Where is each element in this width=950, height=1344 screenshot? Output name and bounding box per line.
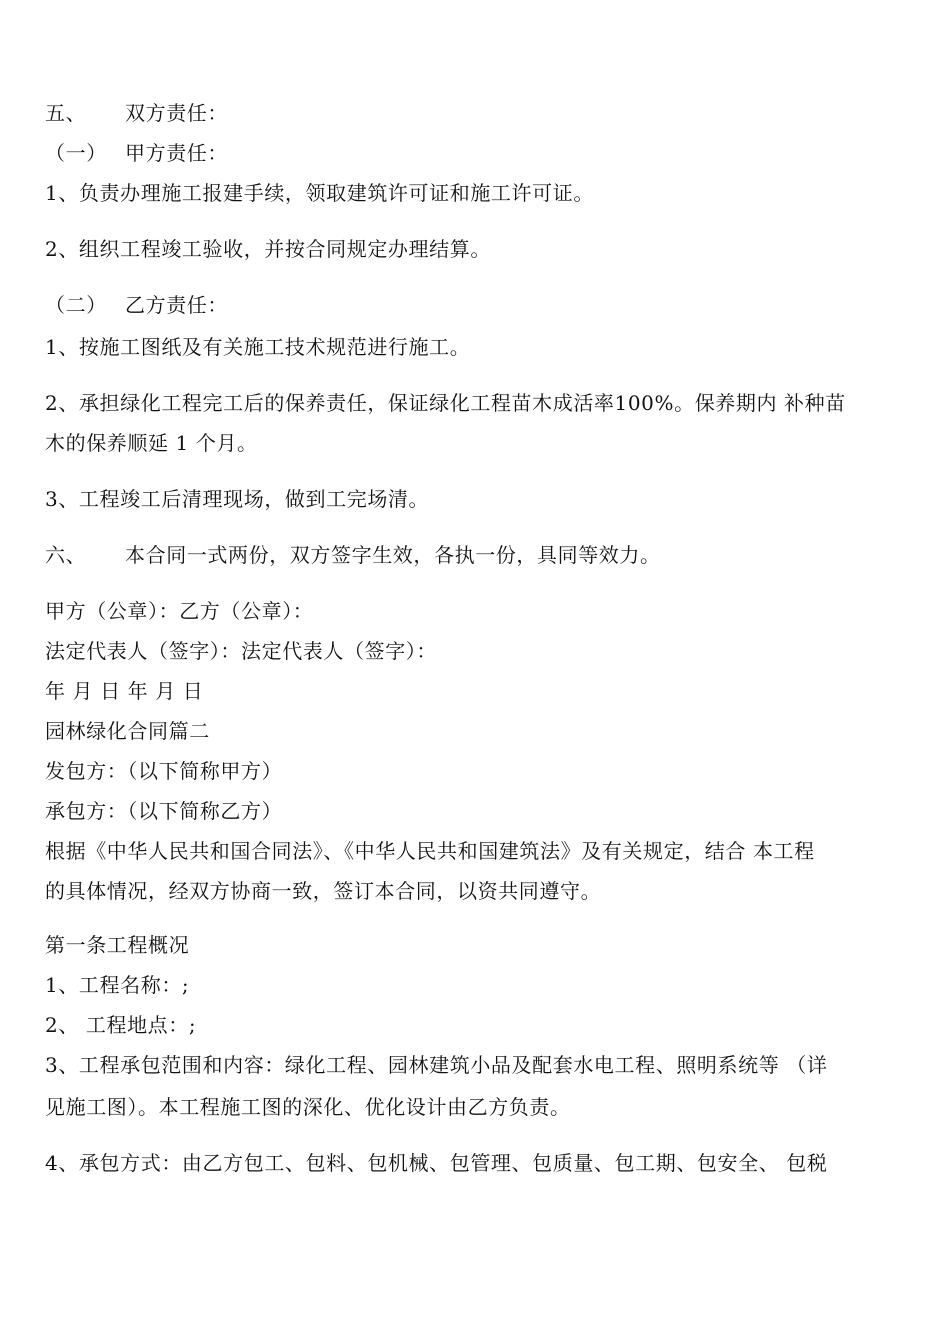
section-title: 双方责任： xyxy=(125,101,228,125)
section-heading-5 xyxy=(45,99,228,127)
paragraph-line: 3、工程承包范围和内容：绿化工程、园林建筑小品及配套水电工程、照明系统等 （详 xyxy=(45,1053,828,1077)
subsection-heading-2 xyxy=(45,291,228,319)
subsection-heading-1 xyxy=(45,139,228,167)
article-heading: 第一条工程概况 xyxy=(45,933,190,957)
paragraph-line: 2、组织工程竣工验收，并按合同规定办理结算。 xyxy=(45,237,491,261)
document-title: 园林绿化合同篇二 xyxy=(45,719,210,743)
paragraph-line: 根据《中华人民共和国合同法》、《中华人民共和国建筑法》及有关规定，结合 本工程 xyxy=(45,839,815,863)
paragraph-line: 1、按施工图纸及有关施工技术规范进行施工。 xyxy=(45,335,471,359)
paragraph-line: 2、 工程地点：; xyxy=(45,1013,197,1037)
subsection-number: （二） xyxy=(45,293,107,317)
subsection-title: 乙方责任： xyxy=(125,293,228,317)
date-line: 年 月 日 年 月 日 xyxy=(45,679,204,703)
paragraph-line: 3、工程竣工后清理现场，做到工完场清。 xyxy=(45,487,430,511)
signature-line: 法定代表人（签字）：法定代表人（签字）： xyxy=(45,639,437,663)
section-number: 六、 xyxy=(45,543,87,567)
signature-line: 甲方（公章）：乙方（公章）： xyxy=(45,599,314,623)
paragraph-line: 见施工图）。本工程施工图的深化、优化设计由乙方负责。 xyxy=(45,1095,571,1119)
subsection-number: （一） xyxy=(45,141,107,165)
party-line: 承包方：（以下简称乙方） xyxy=(45,799,283,823)
paragraph-line: 的具体情况，经双方协商一致，签订本合同，以资共同遵守。 xyxy=(45,879,602,903)
party-line: 发包方：（以下简称甲方） xyxy=(45,759,283,783)
section-number: 五、 xyxy=(45,101,87,125)
subsection-title: 甲方责任： xyxy=(125,141,228,165)
paragraph-line: 4、承包方式：由乙方包工、包料、包机械、包管理、包质量、包工期、包安全、 包税 xyxy=(45,1151,828,1175)
paragraph-line: 木的保养顺延 1 个月。 xyxy=(45,431,258,455)
paragraph-line: 2、承担绿化工程完工后的保养责任，保证绿化工程苗木成活率100%。保养期内 补种苗 xyxy=(45,391,846,415)
section-text: 本合同一式两份，双方签字生效，各执一份，具同等效力。 xyxy=(125,543,661,567)
section-heading-6 xyxy=(45,541,661,569)
paragraph-line: 1、负责办理施工报建手续，领取建筑许可证和施工许可证。 xyxy=(45,181,594,205)
paragraph-line: 1、工程名称：; xyxy=(45,973,190,997)
